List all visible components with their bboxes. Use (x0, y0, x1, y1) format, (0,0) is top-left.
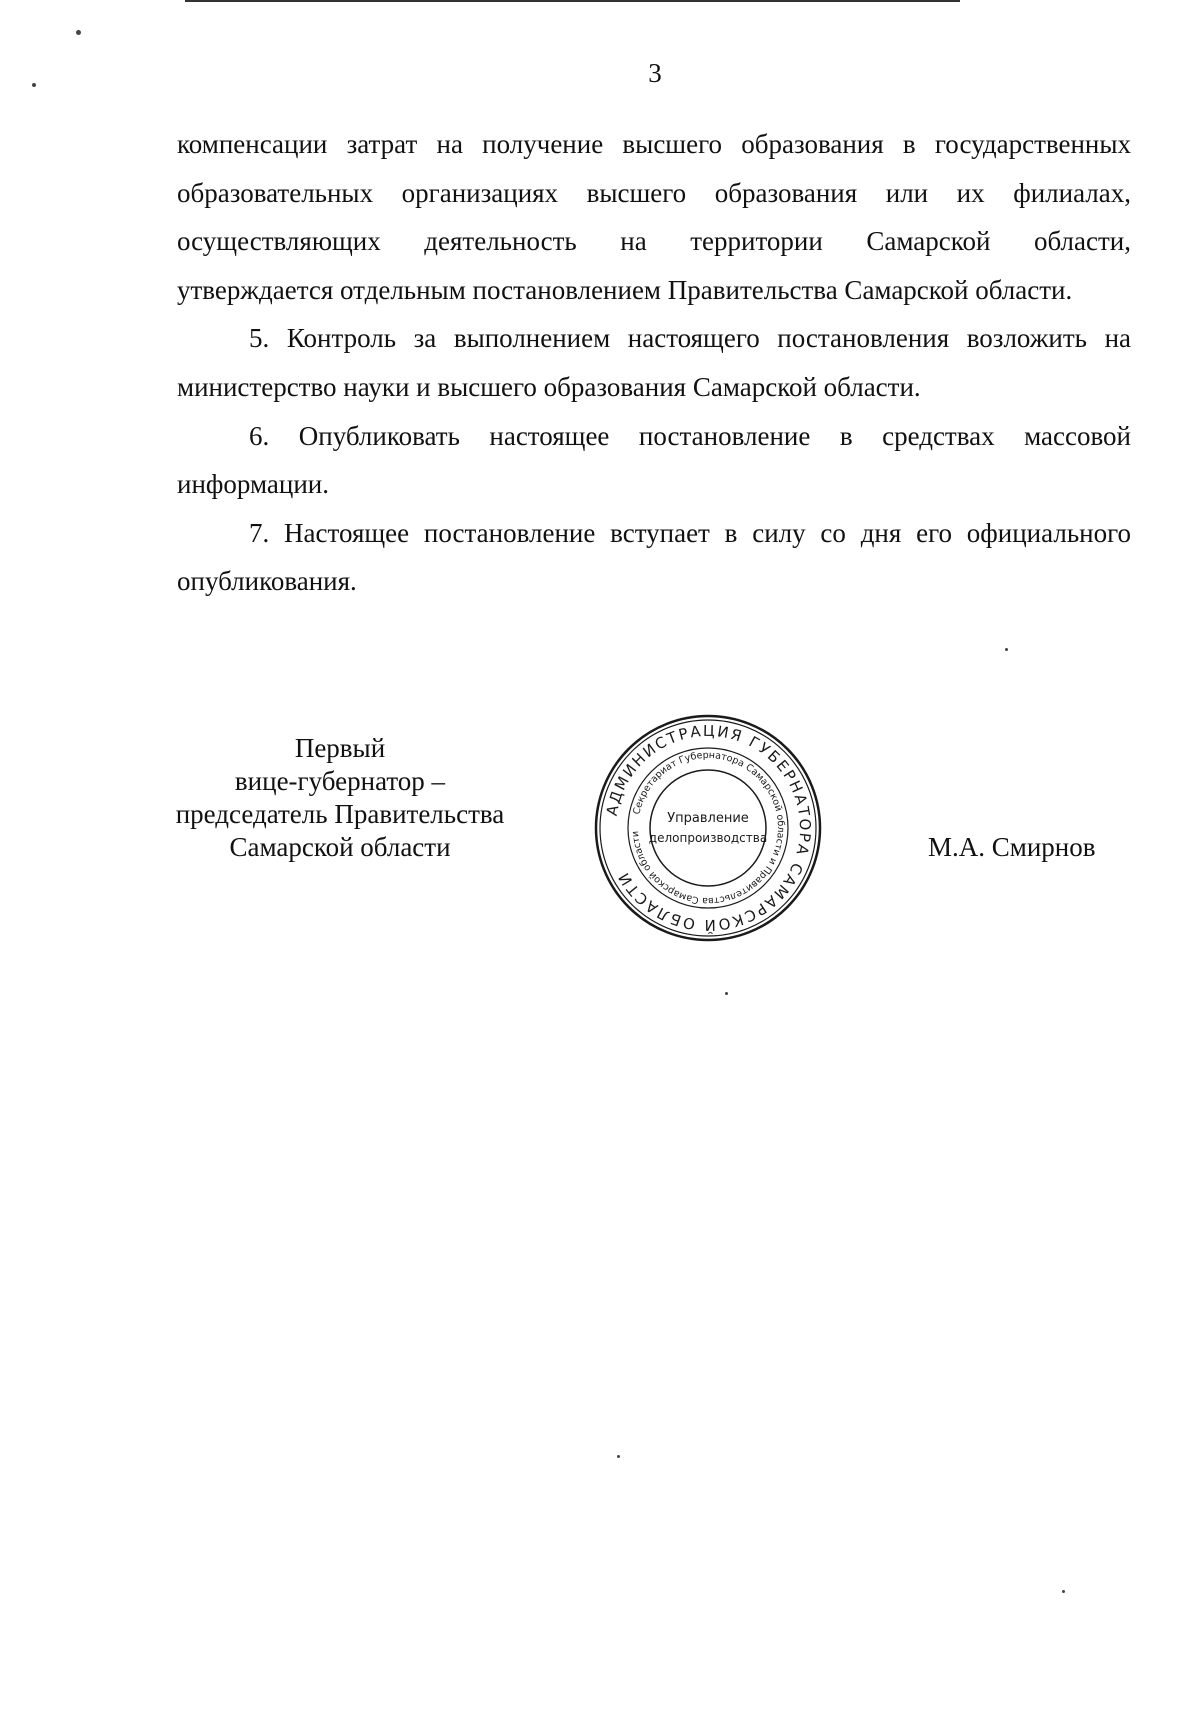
stamp-center-line: Управление (667, 811, 749, 826)
text-line: компенсации затрат на получение высшего образования в государственных (177, 129, 1131, 159)
scan-speck (725, 992, 728, 995)
text-line: 6. Опубликовать настоящее постановление в средствах массовой (249, 420, 1131, 451)
signer-line: Самарской области (229, 832, 451, 862)
scan-edge-line (185, 0, 960, 2)
document-body (177, 120, 1131, 606)
stamp-inner-text: Секретариат Губернатора Самарской области и Правительства Самарской области (630, 749, 787, 907)
text-line: образовательных организациях высшего образования или их филиалах, (177, 177, 1131, 208)
scan-speck (617, 1455, 620, 1458)
text-line: опубликования. (177, 566, 357, 597)
paragraph-4-continuation (177, 120, 1131, 314)
paragraph-7 (177, 509, 1131, 606)
signer-line: Первый (294, 733, 386, 763)
official-stamp (592, 712, 824, 944)
signer-line: председатель Правительства (175, 799, 505, 829)
scan-speck (32, 83, 36, 87)
stamp-outer-text: АДМИНИСТРАЦИЯ ГУБЕРНАТОРА САМАРСКОЙ ОБЛАСТИ (602, 721, 815, 935)
signatory-name: М.А. Смирнов (928, 832, 1096, 862)
text-line: осуществляющих деятельность на территории Самарской области, (177, 226, 1131, 257)
text-line: 5. Контроль за выполнением настоящего постановления возложить на (249, 323, 1131, 354)
text-line: утверждается отдельным постановлением Правительства Самарской области. (177, 274, 1073, 305)
signer-title (150, 732, 530, 864)
paragraph-6 (177, 412, 1131, 509)
scan-speck (1005, 648, 1008, 651)
text-line: министерство науки и высшего образования Самарской области. (177, 371, 921, 402)
text-line: 7. Настоящее постановление вступает в силу со дня его официального (249, 517, 1131, 548)
text-line: информации. (177, 469, 329, 500)
signer-line: вице-губернатор – (234, 766, 446, 796)
scan-speck (76, 30, 81, 35)
scan-speck (1062, 1590, 1065, 1593)
page-number: 3 (648, 58, 662, 88)
paragraph-5 (177, 314, 1131, 411)
stamp-center-line: делопроизводства (648, 831, 768, 845)
